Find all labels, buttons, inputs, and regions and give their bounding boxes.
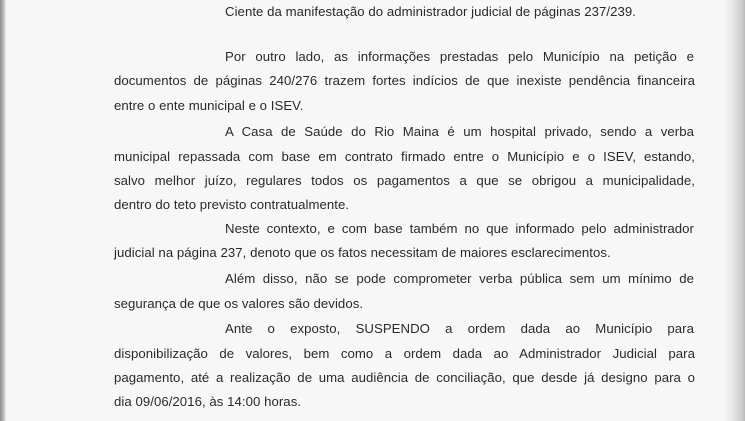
paragraph-4-line-1: Neste contexto, e com base também no que informado pelo administrador	[225, 221, 694, 236]
paragraph-3-line-3: salvo melhor juízo, regulares todos os pagamentos a que se obrigou a municipalidade,	[114, 173, 695, 188]
paragraph-1-line-1: Ciente da manifestação do administrador judicial de páginas 237/239.	[225, 4, 637, 19]
paragraph-6-line-2: disponibilização de valores, bem como a ordem dada ao Administrador Judicial para	[114, 346, 695, 361]
page-left-edge	[0, 0, 6, 421]
paragraph-3-line-4: dentro do teto previsto contratualmente.	[114, 197, 350, 212]
paragraph-6-line-1: Ante o exposto, SUSPENDO a ordem dada ao Município para	[225, 321, 694, 336]
cut-off-text-fragment	[225, 416, 695, 421]
paragraph-5-line-2: segurança de que os valores são devidos.	[114, 296, 364, 311]
paragraph-6-line-3: pagamento, até a realização de uma audiência de conciliação, que desde já designo para o	[114, 370, 695, 385]
page-right-edge	[723, 0, 745, 421]
paragraph-3-line-1: A Casa de Saúde do Rio Maina é um hospital privado, sendo a verba	[225, 124, 694, 139]
cut-off-next-line	[225, 414, 695, 421]
paragraph-5-line-1: Além disso, não se pode comprometer verba pública sem um mínimo de	[225, 271, 694, 286]
paragraph-4-line-2: judicial na página 237, denoto que os fatos necessitam de maiores esclarecimentos.	[114, 245, 611, 260]
paragraph-2-line-1: Por outro lado, as informações prestadas pelo Município na petição e	[225, 49, 694, 64]
paragraph-2-line-3: entre o ente municipal e o ISEV.	[114, 98, 304, 113]
paragraph-2-line-2: documentos de páginas 240/276 trazem fortes indícios de que inexiste pendência financeira	[114, 73, 695, 88]
paragraph-6-line-4: dia 09/06/2016, às 14:00 horas.	[114, 394, 302, 409]
paragraph-3-line-2: municipal repassada com base em contrato firmado entre o Município e o ISEV, estando,	[114, 149, 695, 164]
